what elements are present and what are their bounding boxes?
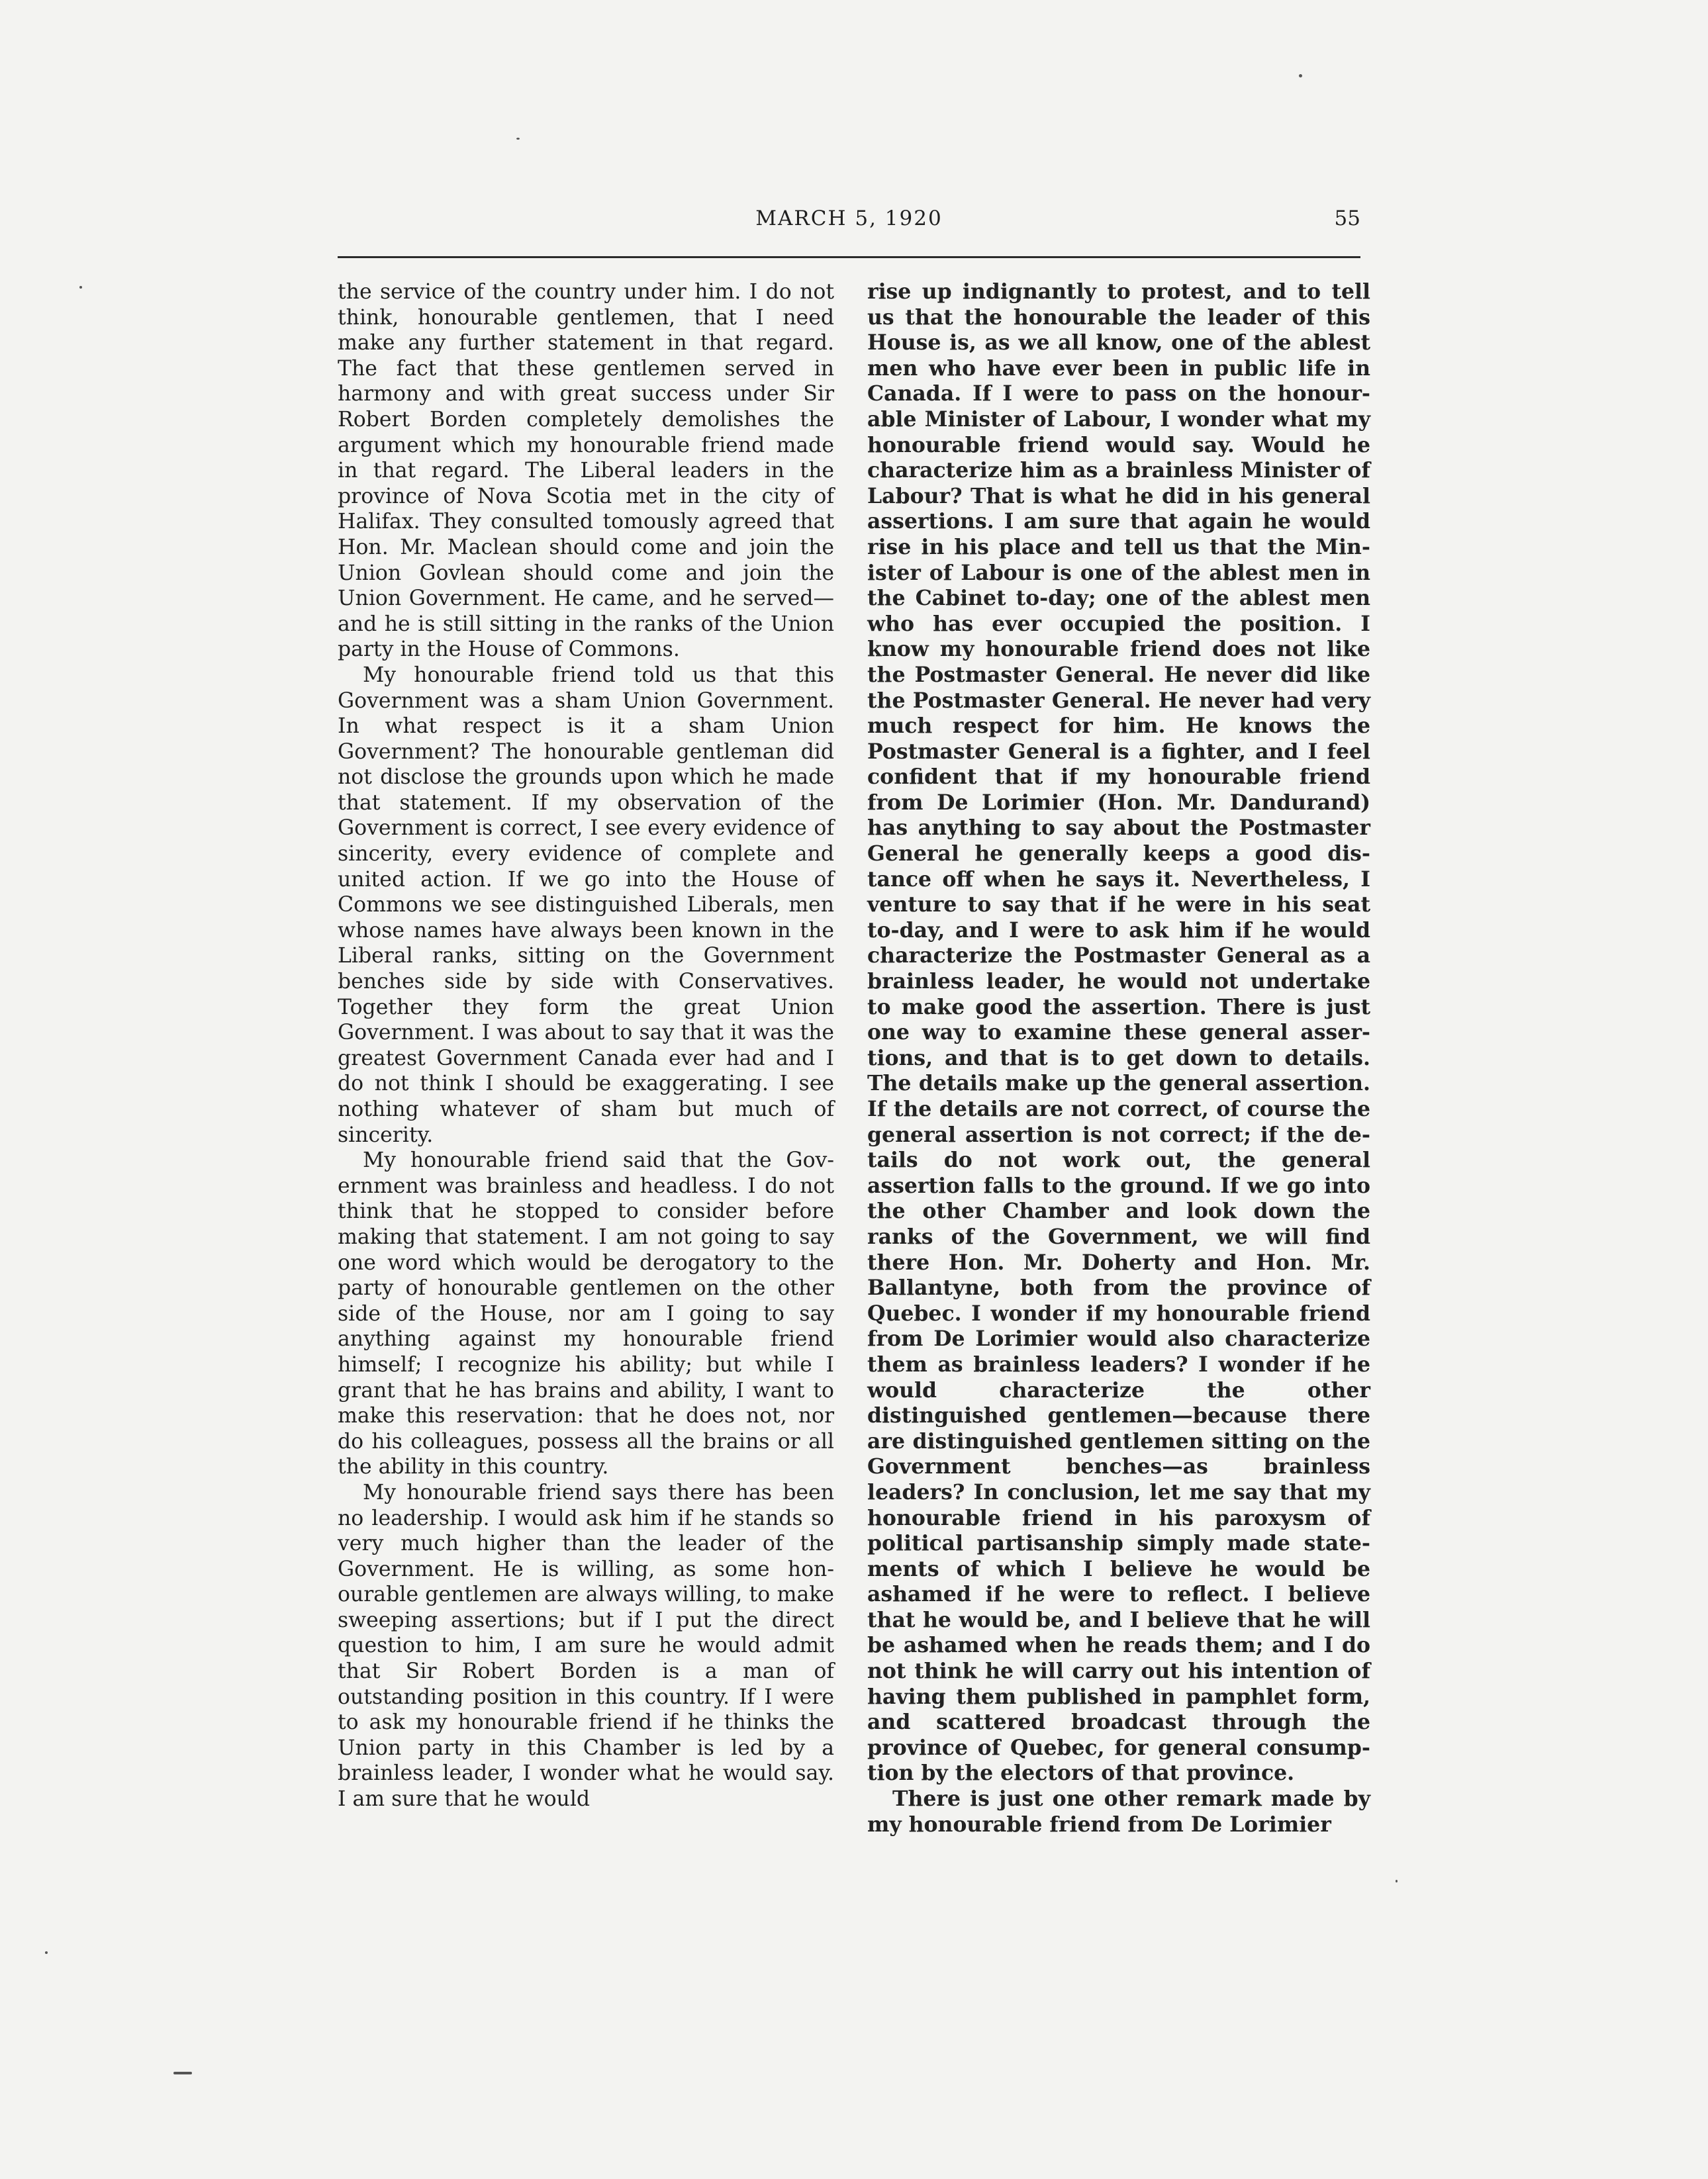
page-number: 55 [1334, 207, 1360, 230]
paragraph: There is just one other remark made by my honourable friend from De Lorimier [867, 1786, 1370, 1837]
left-column [338, 279, 834, 1812]
running-head [338, 207, 1360, 240]
scan-speck [1396, 1880, 1398, 1882]
paragraph: rise up indignantly to protest, and to tell us that the honourable the leader of this House is, as we all know, one of the ablest men who have ever been in public life in Canada. If I were to pass on the honourable Minister of Labour, I wonder what my honourable friend would say. Would he characterize him as a brainless Minister of Labour? That is what he did in his general assertions. I am sure that again he would rise in his place and tell us that the Minister of Labour is one of the ablest men in the Cabinet to-day; one of the ablest men who has ever occupied the position. I know my honourable friend does not like the Postmaster General. He never did like the Postmaster General. He never had very much respect for him. He knows the Postmaster General is a fighter, and I feel confident that if my honourable friend from De Lorimier (Hon. Mr. Dandurand) has anything to say about the Postmaster General he generally keeps a good distance off when he says it. Nevertheless, I venture to say that if he were in his seat to-day, and I were to ask him if he would characterize the Postmaster General as a brainless leader, he would not undertake to make good the assertion. There is just one way to examine these general assertions, and that is to get down to details. The details make up the general assertion. If the details are not correct, of course the general assertion is not correct; if the details do not work out, the general assertion falls to the ground. If we go into the other Chamber and look down the ranks of the Government, we will find there Hon. Mr. Doherty and Hon. Mr. Ballantyne, both from the province of Quebec. I wonder if my honourable friend from De Lorimier would also characterize them as brainless leaders? I wonder if he would characterize the other distinguished gentlemen—because there are distinguished gentlemen sitting on the Government benches—as brainless leaders? In conclusion, let me say that my honourable friend in his paroxysm of political partisanship simply made statements of which I believe he would be ashamed if he were to reflect. I believe that he would be, and I believe that he will be ashamed when he reads them; and I do not think he will carry out his intention of having them published in pamphlet form, and scattered broadcast through the province of Quebec, for general consumption by the electors of that province. [867, 279, 1370, 1786]
scan-speck [79, 286, 82, 289]
scan-speck [516, 138, 520, 140]
paragraph: My honourable friend said that the Government was brainless and headless. I do not think that he stopped to consider before making that statement. I am not going to say one word which would be derogatory to the party of honourable gentlemen on the other side of the House, nor am I going to say anything against my honourable friend himself; I recognize his ability; but while I grant that he has brains and ability, I want to make this reservation: that he does not, nor do his colleagues, possess all the brains or all the ability in this country. [338, 1148, 834, 1479]
scan-speck [1299, 74, 1302, 77]
paragraph: the service of the country under him. I do not think, honourable gentlemen, that I need make any further statement in that regard. The fact that these gentlemen served in harmony and with great success under Sir Robert Borden completely demolishes the argument which my honourable friend made in that regard. The Liberal leaders in the province of Nova Scotia met in the city of Halifax. They consulted tomously agreed that Hon. Mr. Maclean should come and join the Union Govlean should come and join the Union Government. He came, and he served—and he is still sitting in the ranks of the Union party in the House of Commons. [338, 280, 834, 662]
header-rule [338, 256, 1360, 258]
scan-speck [45, 1951, 48, 1954]
paragraph: My honourable friend says there has been no leadership. I would ask him if he stands so very much higher than the leader of the Government. He is willing, as some honourable gentlemen are always willing, to make sweeping assertions; but if I put the direct question to him, I am sure he would admit that Sir Robert Borden is a man of outstanding position in this country. If I were to ask my honourable friend if he thinks the Union party in this Chamber is led by a brainless leader, I wonder what he would say. I am sure that he would [338, 1480, 834, 1812]
paragraph: My honourable friend told us that this Government was a sham Union Government. In what respect is it a sham Union Government? The honourable gentleman did not disclose the grounds upon which he made that statement. If my observation of the Government is correct, I see every evidence of sincerity, every evidence of complete and united action. If we go into the House of Commons we see distinguished Liberals, men whose names have always been known in the Liberal ranks, sitting on the Government benches side by side with Conservatives. Together they form the great Union Government. I was about to say that it was the greatest Government Canada ever had and I do not think I should be exaggerating. I see nothing whatever of sham but much of sincerity. [338, 663, 834, 1147]
right-column [867, 279, 1370, 1837]
scan-speck [173, 2072, 192, 2074]
running-head-date: MARCH 5, 1920 [755, 207, 943, 230]
